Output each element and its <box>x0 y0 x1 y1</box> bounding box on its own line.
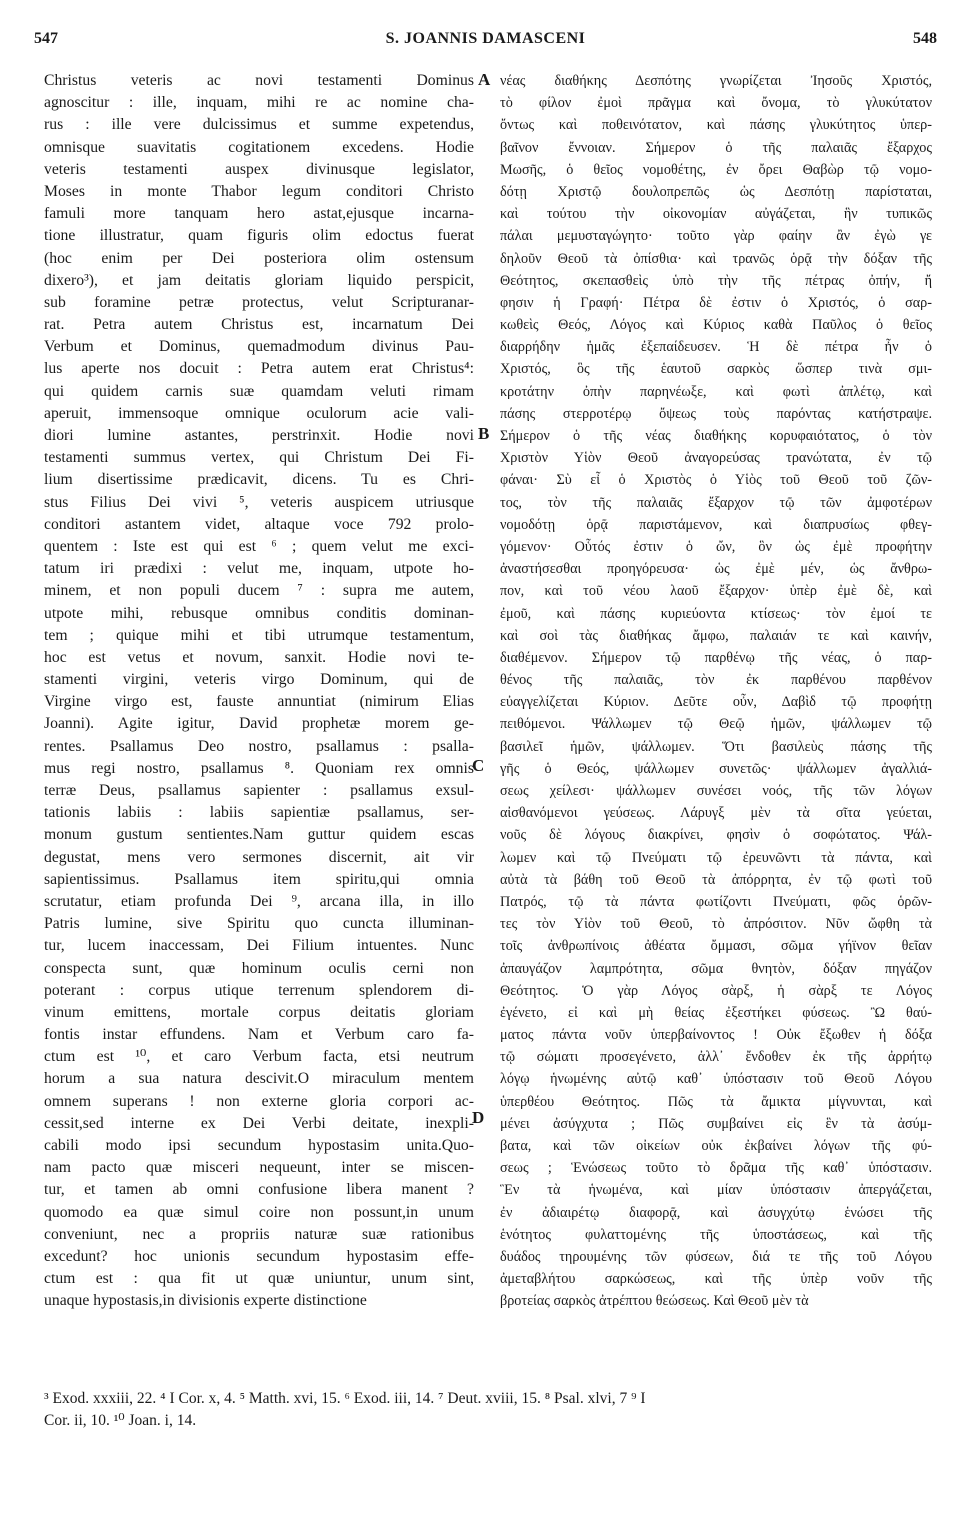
greek-text-line: διαρρήδην ἡμᾶς ἐξεπαίδευσεν. Ἡ δὲ πέτρα ἦν ὁ <box>500 339 932 356</box>
latin-text-line: agnoscitur : ille, inquam, mihi re ac nomine cha- <box>44 94 474 112</box>
latin-text-line: Joanni). Agite igitur, David prophetæ morem ge- <box>44 715 474 733</box>
greek-text-line: καὶ σοὶ τὰς διαθήκας ἄμφω, παλαιάν τε καὶ καινήν, <box>500 627 932 644</box>
latin-text-line: tatum iri prædixi : velut me, inquam, utpote ho- <box>44 560 474 578</box>
latin-text-line: rus : ille vere dulcissimus et summe expetendus, <box>44 116 474 134</box>
latin-text-line: hoc est vetus et novum, sanxit. Hodie novi te- <box>44 648 474 666</box>
section-marker-b: B <box>478 424 490 443</box>
latin-text-line: omnisque suavitatis cogitationem excedens. Hodie <box>44 138 474 156</box>
latin-text-line: sub foramine petræ protectus, velut Scripturanar- <box>44 293 474 311</box>
latin-text-line: quentem : Iste est qui est ⁶ ; quem velut me exci- <box>44 537 474 555</box>
latin-text-line: minem, et non populi ducem ⁷ : supra me autem, <box>44 582 474 600</box>
greek-text-line: δηλοῦν Θεοῦ τὰ ὀπίσθια· καὶ τρανῶς ὁρᾷ τὴν δόξαν τῆς <box>500 250 932 267</box>
latin-text-line: Christus veteris ac novi testamenti Dominus <box>44 72 474 89</box>
greek-text-line: ἀπαυγάζον λαμπρότητα, σῶμα θνητὸν, δόξαν πηγάζον <box>500 960 932 977</box>
latin-text-line: tationis labiis : labiis sapientiæ psallamus, ser- <box>44 804 474 822</box>
latin-text-line: degustat, mens vero sermones discernit, ait vir <box>44 848 474 866</box>
greek-text-line: τος, τὸν τῆς παλαιᾶς ἔξαρχον τῷ τῶν ἀμφοτέρων <box>500 494 932 511</box>
greek-text-line: Μωσῆς, ὁ θεῖος νομοθέτης, ἐν ὄρει Θαβὼρ τῷ νομο- <box>500 161 932 178</box>
latin-text-line: qui quidem carnis suæ quamdam veluti rimam <box>44 382 474 400</box>
greek-text-line: κωθεὶς Θεός, Λόγος καὶ Κύριος καθὰ Παῦλος ὁ θεῖος <box>500 317 932 334</box>
latin-text-line: veteris testamenti auspex divinusque legislator, <box>44 160 474 178</box>
greek-text-line: βατα, καὶ τῶν οἰκείων οὐκ ἐκβαίνει λόγων τῆς φύ- <box>500 1138 932 1154</box>
latin-text-line: cabili modo ipsi secundum hypostasim unita.Quo- <box>44 1137 474 1154</box>
greek-text-line: μένει ἀσύγχυτα ; Πῶς συμβαίνει εἰς ἓν τὰ ἀσύμ- <box>500 1115 932 1132</box>
greek-text-line: εὐαγγελίζεται Κύριον. Δεῦτε οὖν, Δαβὶδ τῷ προφήτῃ <box>500 694 932 711</box>
greek-text-line: ἐμοῦ, καὶ πάσης κυριεύοντα κτίσεως· τὸν ἐμοί τε <box>500 605 932 622</box>
latin-text-line: lium disertissime prædicavit, dicens. Tu es Chri- <box>44 471 474 489</box>
greek-text-line: πάσης στερροτέρῳ ὄψεως τοὺς παρόντας κατήστραψε. <box>500 405 932 422</box>
latin-text-line: terræ Deus, psallamus sapienter : psallamus exsul- <box>44 782 474 799</box>
greek-text-line: σεως ; Ἑνώσεως τοῦτο τὸ δρᾶμα τῆς καθ᾽ ὑπόστασιν. <box>500 1160 932 1177</box>
latin-text-line: Moses in monte Thabor legum conditori Christo <box>44 182 474 200</box>
greek-text-line: νομοδότῃ ὁρᾷ παριστάμενον, καὶ διαπρυσίως φθεγ- <box>500 516 932 533</box>
latin-text-line: nam pacto quæ misceri nequeunt, inter se miscen- <box>44 1159 474 1177</box>
latin-column <box>44 70 474 1313</box>
latin-text-line: conveniunt, nec a propriis naturæ suæ rationibus <box>44 1225 474 1243</box>
greek-text-line: ἑνότητος φυλαττομένης τῆς ὑποστάσεως, καὶ τῆς <box>500 1226 932 1243</box>
latin-text-line: excedunt? hoc unionis secundum hypostasim effe- <box>44 1247 474 1265</box>
footnote-line: ³ Exod. xxxiii, 22. ⁴ I Cor. x, 4. ⁵ Matth. xvi, 15. ⁶ Exod. iii, 14. ⁷ Deut. xviii, 15. ⁸ Psal. xlvi, 7 ⁹ I <box>44 1390 646 1407</box>
greek-text-line: λόγῳ ἡνωμένης αὐτῷ καθ᾽ ὑπόστασιν τοῦ Θεοῦ Λόγου <box>500 1071 932 1088</box>
greek-text-line: Θεότητος. Ὁ γὰρ Λόγος σὰρξ, ἡ σὰρξ τε Λόγος <box>500 982 932 999</box>
footnote-line: Cor. ii, 10. ¹⁰ Joan. i, 14. <box>44 1412 197 1429</box>
latin-text-line: ctum est ¹⁰, et caro Verbum facta, etsi neutrum <box>44 1048 474 1066</box>
latin-text-line: Virgine virgo est, fauste annuntiat (nimirum Elias <box>44 693 474 711</box>
latin-text-line: testamenti summus vertex, qui Christum Dei Fi- <box>44 449 474 467</box>
latin-text-line: Verbum et Dominus, quemadmodum divinus Pau- <box>44 338 474 356</box>
latin-text-line: horum a sua natura descivit.O miraculum mentem <box>44 1070 474 1088</box>
section-marker-c: C <box>472 756 485 775</box>
latin-text-line: conditori astantem videt, altaque voce 792 prolo- <box>44 515 474 533</box>
greek-text-line: λωμεν καὶ τῷ Πνεύματι τῷ ἐρευνῶντι τὰ πάντα, καὶ <box>500 849 932 866</box>
greek-text-line: ἀναστήσεσθαι προηγόρευσα· ὡς ἐμὲ μέν, ὡς ἄνθρω- <box>500 561 932 578</box>
section-marker-a: A <box>478 70 491 89</box>
greek-text-line: ἀμεταβλήτου σαρκώσεως, καὶ τῆς ὑπὲρ νοῦν τῆς <box>500 1271 932 1288</box>
greek-text-line: βασιλεῖ ἡμῶν, ψάλλωμεν. Ὅτι βασιλεὺς πάσης τῆς <box>500 738 932 755</box>
latin-text-line: tur, lucem inaccessam, Dei Filium intuentes. Nunc <box>44 937 474 955</box>
latin-text-line: rat. Petra autem Christus est, incarnatum Dei <box>44 316 474 334</box>
latin-text-line: sapientissimus. Psallamus item spiritu,qui omnia <box>44 870 474 888</box>
greek-text-line: δότῃ Χριστῷ δουλοπρεπῶς ὡς Δεσπότῃ παρίσταται, <box>500 183 932 200</box>
latin-text-line: conspecta sunt, quæ hominum oculis cerni non <box>44 959 474 977</box>
greek-text-line: νοῦς δὲ λόγους διακρίνει, φησὶν ὁ σοφώτατος. Ψάλ- <box>500 827 932 844</box>
greek-text-line: τοῖς ἀνθρωπίνοις ἀθέατα ὄμμασι, σῶμα γήϊνον θεῖαν <box>500 938 932 955</box>
greek-text-line: ἐν ἀδιαιρέτῳ διαφορᾷ, καὶ ἀσυγχύτῳ ἑνώσει τῆς <box>500 1204 932 1221</box>
latin-text-line: utpote mihi, rebusque omnibus conditis dominan- <box>44 604 474 622</box>
greek-text-line: Θεότητος, σκεπασθεὶς ὑπὸ τὴν τῆς πέτρας ὀπήν, ἤ <box>500 272 932 289</box>
latin-text-line: famuli more tanquam hero astat,ejusque incarna- <box>44 205 474 223</box>
greek-text-line: ὄντως καὶ ποθεινότατον, καὶ πάσης γλυκύτητος ὑπερ- <box>500 117 932 134</box>
latin-text-line: tione illustratur, quam figuris olim edoctus fuerat <box>44 227 474 245</box>
latin-text-line: ctum est : qua fit ut quæ uniuntur, unum sint, <box>44 1270 474 1288</box>
latin-text-line: omnem superans ! non externe gloria corpori ac- <box>44 1092 474 1110</box>
running-title: S. JOANNIS DAMASCENI <box>385 30 586 47</box>
latin-text-line: tur, et tamen ab omni confusione libera manent ? <box>44 1181 474 1199</box>
left-page-number: 547 <box>34 30 58 47</box>
greek-text-line: γόμενον· Οὗτός ἐστιν ὁ ὤν, ὃν ὡς ἐμὲ προφήτην <box>500 538 932 555</box>
latin-text-line: poterant : corpus utique terrenum splendorem di- <box>44 981 474 999</box>
greek-text-line: σεως χείλεσι· ψάλλωμεν συνέσει νοός, τῆς τῶν λόγων <box>500 783 932 799</box>
greek-text-line: ὑπερθέου Θεότητος. Πῶς τὰ ἄμικτα μίγνυνται, καὶ <box>500 1093 932 1110</box>
latin-text-line: lus aperte nos docuit : Petra autem erat Christus⁴: <box>44 360 474 378</box>
greek-text-line: ἐγένετο, εἰ καὶ μὴ θείας ἐξεστήκει φύσεως. Ὢ θαύ- <box>500 1004 932 1021</box>
latin-text-line: diori lumine astantes, perstrinxit. Hodie novi <box>44 427 474 444</box>
latin-text-line: quomodo ea quæ simul coire non possunt,in unum <box>44 1203 474 1221</box>
greek-text-line: κροτάτην ὀπὴν παρηνέωξε, καὶ φωτὶ ἀπλέτῳ, καὶ <box>500 383 932 400</box>
latin-text-line: scrutatur, etiam profunda Dei ⁹, arcana illa, in illo <box>44 892 474 910</box>
greek-text-line: θένος τῆς παλαιᾶς, τὸν ἐκ παρθένου παρθένον <box>500 672 932 689</box>
latin-text-line: stamenti virgini, veteris virgo Dominum, qui de <box>44 671 474 689</box>
greek-text-line: γῆς ὁ Θεός, ψάλλωμεν συνετῶς· ψάλλωμεν ἀγαλλιά- <box>500 760 932 777</box>
latin-text-line: dixero³), et jam deitatis gloriam liquido perspicit, <box>44 271 474 289</box>
latin-text-line: stus Filius Dei vivi ⁵, veteris auspicem utriusque <box>44 493 474 511</box>
latin-text-line: monum gustum sentientes.Nam guttur quidem escas <box>44 826 474 844</box>
greek-text-line: ματος πάντα νοῦν ὑπερβαίνοντος ! Οὐκ ἔξωθεν ἡ δόξα <box>500 1027 932 1044</box>
greek-text-line: βαῖνον ἔννοιαν. Σήμερον ὁ τῆς παλαιᾶς ἔξαρχος <box>500 139 932 156</box>
greek-text-line: καὶ τούτου τὴν οἰκονομίαν αὐγάζεται, ἣν τυπικῶς <box>500 206 932 223</box>
footnotes <box>44 1388 934 1432</box>
greek-text-line: πον, καὶ τοῦ νέου λαοῦ ἔξαρχον· ὑπὲρ ἐμὲ δὲ, καὶ <box>500 583 932 600</box>
greek-text-line: τὸ φίλον ἐμοὶ πρᾶγμα καὶ ὄνομα, τὸ γλυκύτατον <box>500 95 932 112</box>
latin-text-line: vinum emittens, mortale corpus deitatis gloriam <box>44 1003 474 1021</box>
greek-text-line: Ἓν τὰ ἡνωμένα, καὶ μίαν ὑπόστασιν ἀπεργάζεται, <box>500 1182 932 1199</box>
latin-text-line: rentes. Psallamus Deo nostro, psallamus : psalla- <box>44 737 474 755</box>
latin-text-line: (hoc enim per Dei posteriora olim ostensum <box>44 249 474 267</box>
greek-column <box>500 70 932 1313</box>
greek-text-line: φησιν ἡ Γραφή· Πέτρα δὲ ἐστιν ὁ Χριστός, ὁ σαρ- <box>500 294 932 311</box>
latin-text-line: mus regi nostro, psallamus ⁸. Quoniam rex omnis <box>44 759 474 777</box>
greek-text-line: νέας διαθήκης Δεσπότης γνωρίζεται Ἰησοῦς Χριστός, <box>500 73 932 89</box>
latin-text-line: unaque hypostasis,in divisionis experte distinctione <box>44 1292 367 1310</box>
latin-text-line: aperuit, immensoque omnique oculorum acie vali- <box>44 404 474 422</box>
greek-text-line: τες τὸν Υἱὸν τοῦ Θεοῦ, τὸ ἀπρόσιτον. Νῦν ὤφθη τὰ <box>500 916 932 933</box>
greek-text-line: δυάδος τηρουμένης τῶν φύσεων, διά τε τῆς τοῦ Λόγου <box>500 1248 932 1265</box>
greek-text-line: πειθόμενοι. Ψάλλωμεν τῷ Θεῷ ἡμῶν, ψάλλωμεν τῷ <box>500 716 932 733</box>
greek-text-line: Χριστὸν Υἱὸν Θεοῦ ἀναγορεύσας τρανώτατα, ἐν τῷ <box>500 450 932 467</box>
running-header <box>34 30 937 60</box>
right-page-number: 548 <box>913 30 937 47</box>
latin-text-line: cessit,sed interne ex Dei Verbi deitate, inexpli- <box>44 1114 474 1132</box>
section-marker-d: D <box>472 1108 485 1127</box>
greek-text-line: αὐτὰ τὰ βάθη τοῦ Θεοῦ τὰ ἀπόρρητα, ἐν τῷ φωτὶ τοῦ <box>500 871 932 888</box>
greek-text-line: Πατρός, τῷ τὰ πάντα φωτίζοντι Πνεύματι, φῶς ὁρῶν- <box>500 893 932 910</box>
greek-text-line: αἰσθανόμενοι γεύσεως. Λάρυγξ μὲν τὰ σῖτα γεύεται, <box>500 805 932 822</box>
greek-text-line: Σήμερον ὁ τῆς νέας διαθήκης κορυφαιότατος, ὁ τὸν <box>500 428 932 444</box>
greek-text-line: φάναι· Σὺ εἶ ὁ Χριστὸς ὁ Υἱὸς τοῦ Θεοῦ τοῦ ζῶν- <box>500 472 932 489</box>
latin-text-line: tem ; quique mihi et tibi utrumque testamentum, <box>44 626 474 644</box>
greek-text-line: Χριστός, ὃς τῆς ἑαυτοῦ σαρκὸς ὥσπερ τινὰ σμι- <box>500 361 932 378</box>
latin-text-line: fontis instar effundens. Nam et Verbum caro fa- <box>44 1026 474 1044</box>
greek-text-line: διαθέμενον. Σήμερον τῷ παρθένῳ τῆς νέας, ὁ παρ- <box>500 649 932 666</box>
latin-text-line: Patris lumine, sive Spiritu quo cuncta illuminan- <box>44 915 474 933</box>
greek-text-line: πάλαι μεμυσταγώγητο· τοῦτο γὰρ φαίην ἂν ἐγὼ γε <box>500 228 932 245</box>
greek-text-line: βροτείας σαρκὸς ἀτρέπτου θεώσεως. Καὶ Θεοῦ μὲν τὰ <box>500 1293 809 1310</box>
greek-text-line: τῷ σώματι προσεγένετο, ἀλλ᾽ ἔνδοθεν ἐκ τῆς ἀρρήτῳ <box>500 1049 932 1066</box>
